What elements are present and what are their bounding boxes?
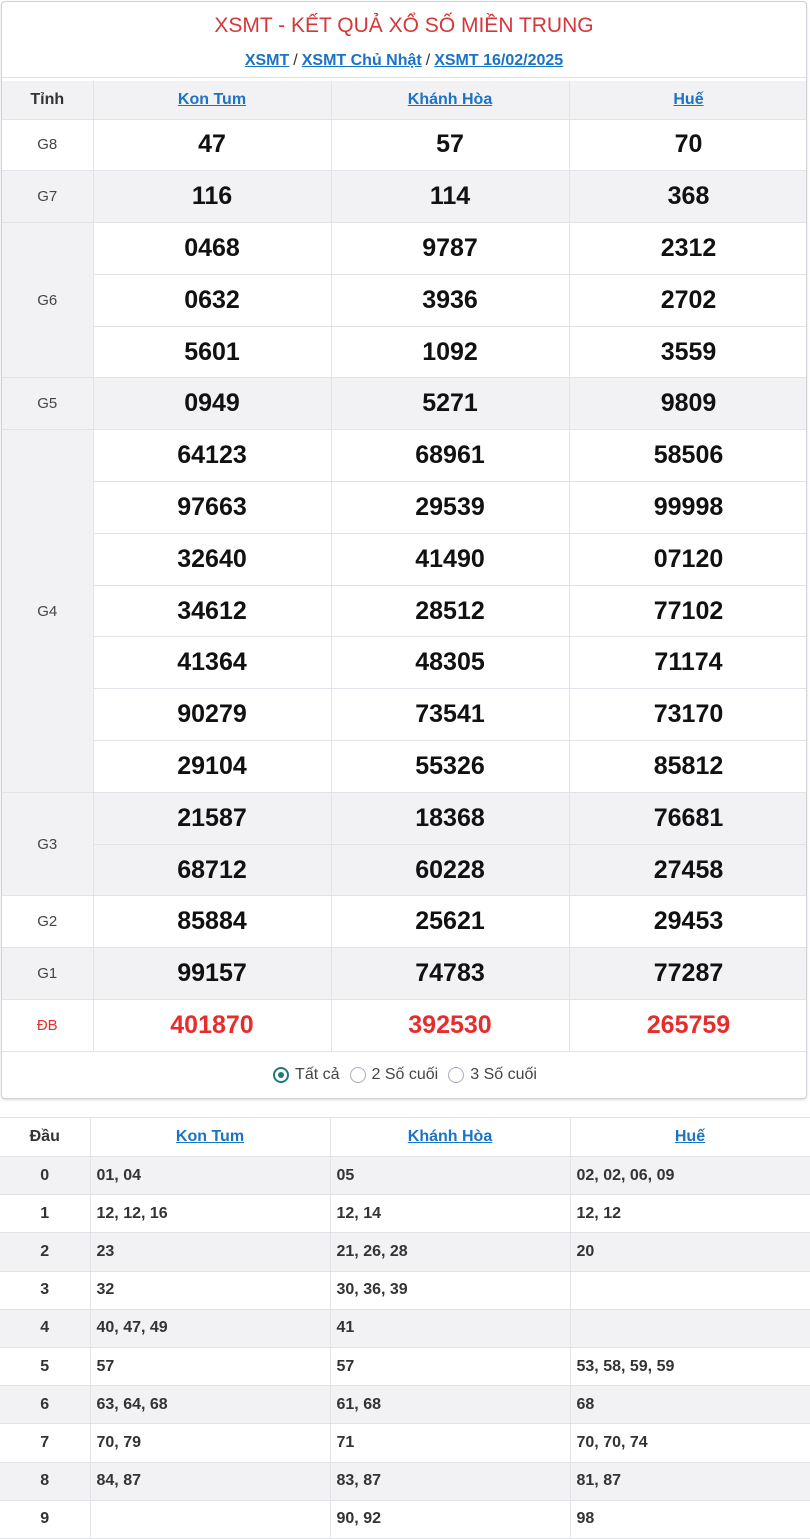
prize-row: [2, 223, 807, 275]
prize-number: 18368: [331, 792, 569, 844]
loto-row: [0, 1233, 810, 1271]
prize-number: 58506: [569, 430, 807, 482]
loto-row: [0, 1462, 810, 1500]
loto-cell: 05: [330, 1157, 570, 1195]
prize-label: ĐB: [2, 1000, 93, 1052]
loto-cell: 01, 04: [90, 1157, 330, 1195]
prize-number: 0632: [93, 274, 331, 326]
prize-number: 32640: [93, 533, 331, 585]
loto-head-digit: 2: [0, 1233, 90, 1271]
prize-number: 85812: [569, 741, 807, 793]
radio-icon[interactable]: [448, 1067, 464, 1083]
prize-row: [2, 482, 807, 534]
column-header-hue: [569, 81, 807, 119]
prize-number: 21587: [93, 792, 331, 844]
breadcrumb-separator: /: [425, 52, 431, 69]
prize-number: 85884: [93, 896, 331, 948]
prize-number: 57: [331, 119, 569, 171]
prize-number: 2312: [569, 223, 807, 275]
loto-cell: 98: [570, 1500, 810, 1538]
loto-head-digit: 0: [0, 1157, 90, 1195]
loto-column-khanh-hoa: [330, 1118, 570, 1157]
loto-head-table: [0, 1117, 810, 1539]
loto-cell: 20: [570, 1233, 810, 1271]
prize-number: 25621: [331, 896, 569, 948]
loto-cell: 90, 92: [330, 1500, 570, 1538]
prize-number: 29104: [93, 741, 331, 793]
prize-number: 77287: [569, 948, 807, 1000]
prize-number: 3559: [569, 326, 807, 378]
prize-number: 29453: [569, 896, 807, 948]
results-header-row: [2, 81, 807, 119]
loto-head-digit: 7: [0, 1424, 90, 1462]
prize-number: 74783: [331, 948, 569, 1000]
prize-row: [2, 585, 807, 637]
loto-row: [0, 1157, 810, 1195]
loto-head-digit: 9: [0, 1500, 90, 1538]
prize-number: 97663: [93, 482, 331, 534]
loto-cell: 70, 79: [90, 1424, 330, 1462]
prize-number: 5271: [331, 378, 569, 430]
prize-number: 73170: [569, 689, 807, 741]
loto-cell: 61, 68: [330, 1386, 570, 1424]
loto-cell: 12, 12, 16: [90, 1195, 330, 1233]
loto-body: [0, 1157, 810, 1539]
radio-selected-icon[interactable]: [273, 1067, 289, 1083]
prize-number: 9787: [331, 223, 569, 275]
prize-number: 90279: [93, 689, 331, 741]
loto-cell: 70, 70, 74: [570, 1424, 810, 1462]
loto-row: [0, 1500, 810, 1538]
loto-row: [0, 1195, 810, 1233]
prize-number: 48305: [331, 637, 569, 689]
loto-row: [0, 1271, 810, 1309]
loto-header-row: [0, 1118, 810, 1157]
filter-option-all[interactable]: [273, 1066, 339, 1084]
loto-row: [0, 1386, 810, 1424]
loto-column-kon-tum: [90, 1118, 330, 1157]
column-header-province: Tỉnh: [2, 81, 93, 119]
results-body: [2, 119, 807, 1051]
prize-number: 1092: [331, 326, 569, 378]
loto-cell: [570, 1271, 810, 1309]
loto-cell: 84, 87: [90, 1462, 330, 1500]
loto-cell: 32: [90, 1271, 330, 1309]
prize-number: 41490: [331, 533, 569, 585]
prize-number: 368: [569, 171, 807, 223]
loto-cell: 41: [330, 1309, 570, 1347]
loto-link-khanh-hoa[interactable]: Khánh Hòa: [407, 1128, 493, 1145]
prize-number: 27458: [569, 844, 807, 896]
prize-number: 77102: [569, 585, 807, 637]
radio-icon[interactable]: [350, 1067, 366, 1083]
breadcrumb-xsmt-chu-nhat[interactable]: XSMT Chủ Nhật: [301, 52, 422, 69]
prize-row: [2, 1000, 807, 1052]
prize-label: G3: [2, 792, 93, 896]
digit-filter: [2, 1052, 807, 1098]
loto-cell: [90, 1500, 330, 1538]
loto-cell: 12, 12: [570, 1195, 810, 1233]
prize-row: [2, 948, 807, 1000]
prize-number: 5601: [93, 326, 331, 378]
breadcrumb-separator: /: [293, 52, 298, 69]
loto-cell: 21, 26, 28: [330, 1233, 570, 1271]
results-card: [1, 1, 807, 1099]
breadcrumb-xsmt[interactable]: XSMT: [244, 52, 290, 69]
breadcrumb: [2, 48, 806, 78]
loto-cell: 68: [570, 1386, 810, 1424]
loto-cell: [570, 1309, 810, 1347]
loto-head-digit: 4: [0, 1309, 90, 1347]
loto-head-digit: 3: [0, 1271, 90, 1309]
prize-number: 70: [569, 119, 807, 171]
special-prize-number: 401870: [93, 1000, 331, 1052]
prize-number: 9809: [569, 378, 807, 430]
prize-number: 116: [93, 171, 331, 223]
prize-number: 2702: [569, 274, 807, 326]
prize-number: 3936: [331, 274, 569, 326]
prize-row: [2, 896, 807, 948]
prize-number: 29539: [331, 482, 569, 534]
loto-head-digit: 6: [0, 1386, 90, 1424]
breadcrumb-xsmt-date[interactable]: XSMT 16/02/2025: [434, 52, 564, 69]
prize-number: 34612: [93, 585, 331, 637]
loto-row: [0, 1424, 810, 1462]
filter-label: Tất cả: [295, 1066, 340, 1083]
prize-row: [2, 119, 807, 171]
loto-row: [0, 1347, 810, 1385]
loto-cell: 30, 36, 39: [330, 1271, 570, 1309]
loto-cell: 81, 87: [570, 1462, 810, 1500]
prize-number: 47: [93, 119, 331, 171]
loto-column-hue: [570, 1118, 810, 1157]
loto-cell: 71: [330, 1424, 570, 1462]
prize-label: G5: [2, 378, 93, 430]
prize-row: [2, 378, 807, 430]
prize-row: [2, 430, 807, 482]
prize-label: G8: [2, 119, 93, 171]
prize-number: 41364: [93, 637, 331, 689]
prize-number: 99998: [569, 482, 807, 534]
loto-link-hue[interactable]: Huế: [674, 1128, 706, 1145]
prize-row: [2, 844, 807, 896]
prize-number: 0468: [93, 223, 331, 275]
prize-number: 0949: [93, 378, 331, 430]
prize-label: G4: [2, 430, 93, 793]
prize-number: 64123: [93, 430, 331, 482]
filter-option-3-digits[interactable]: [448, 1066, 537, 1084]
filter-option-2-digits[interactable]: [350, 1066, 439, 1084]
prize-row: [2, 274, 807, 326]
loto-cell: 12, 14: [330, 1195, 570, 1233]
prize-number: 68961: [331, 430, 569, 482]
loto-cell: 63, 64, 68: [90, 1386, 330, 1424]
column-header-kon-tum: [93, 81, 331, 119]
province-link-hue[interactable]: Huế: [673, 90, 704, 108]
special-prize-number: 392530: [331, 1000, 569, 1052]
prize-row: [2, 326, 807, 378]
prize-row: [2, 689, 807, 741]
prize-number: 60228: [331, 844, 569, 896]
loto-head-digit: 1: [0, 1195, 90, 1233]
loto-cell: 83, 87: [330, 1462, 570, 1500]
loto-cell: 53, 58, 59, 59: [570, 1347, 810, 1385]
prize-label: G7: [2, 171, 93, 223]
prize-number: 99157: [93, 948, 331, 1000]
prize-label: G1: [2, 948, 93, 1000]
filter-label: 2 Số cuối: [371, 1066, 439, 1083]
results-table: [2, 81, 807, 1052]
prize-number: 28512: [331, 585, 569, 637]
province-link-kon-tum[interactable]: Kon Tum: [177, 90, 247, 108]
prize-number: 07120: [569, 533, 807, 585]
prize-row: [2, 533, 807, 585]
page-title: XSMT - KẾT QUẢ XỔ SỐ MIỀN TRUNG: [214, 14, 594, 37]
loto-cell: 57: [330, 1347, 570, 1385]
column-header-khanh-hoa: [331, 81, 569, 119]
column-header-dau: Đầu: [0, 1118, 90, 1157]
special-prize-number: 265759: [569, 1000, 807, 1052]
prize-label: G2: [2, 896, 93, 948]
loto-cell: 57: [90, 1347, 330, 1385]
loto-link-kon-tum[interactable]: Kon Tum: [175, 1128, 245, 1145]
prize-label: G6: [2, 223, 93, 378]
province-link-khanh-hoa[interactable]: Khánh Hòa: [407, 90, 493, 108]
prize-number: 76681: [569, 792, 807, 844]
loto-cell: 02, 02, 06, 09: [570, 1157, 810, 1195]
loto-head-digit: 8: [0, 1462, 90, 1500]
filter-label: 3 Số cuối: [470, 1066, 537, 1083]
loto-cell: 23: [90, 1233, 330, 1271]
prize-row: [2, 741, 807, 793]
prize-number: 114: [331, 171, 569, 223]
loto-head-digit: 5: [0, 1347, 90, 1385]
loto-row: [0, 1309, 810, 1347]
prize-row: [2, 637, 807, 689]
prize-row: [2, 792, 807, 844]
loto-cell: 40, 47, 49: [90, 1309, 330, 1347]
prize-number: 55326: [331, 741, 569, 793]
prize-number: 73541: [331, 689, 569, 741]
prize-row: [2, 171, 807, 223]
prize-number: 68712: [93, 844, 331, 896]
prize-number: 71174: [569, 637, 807, 689]
